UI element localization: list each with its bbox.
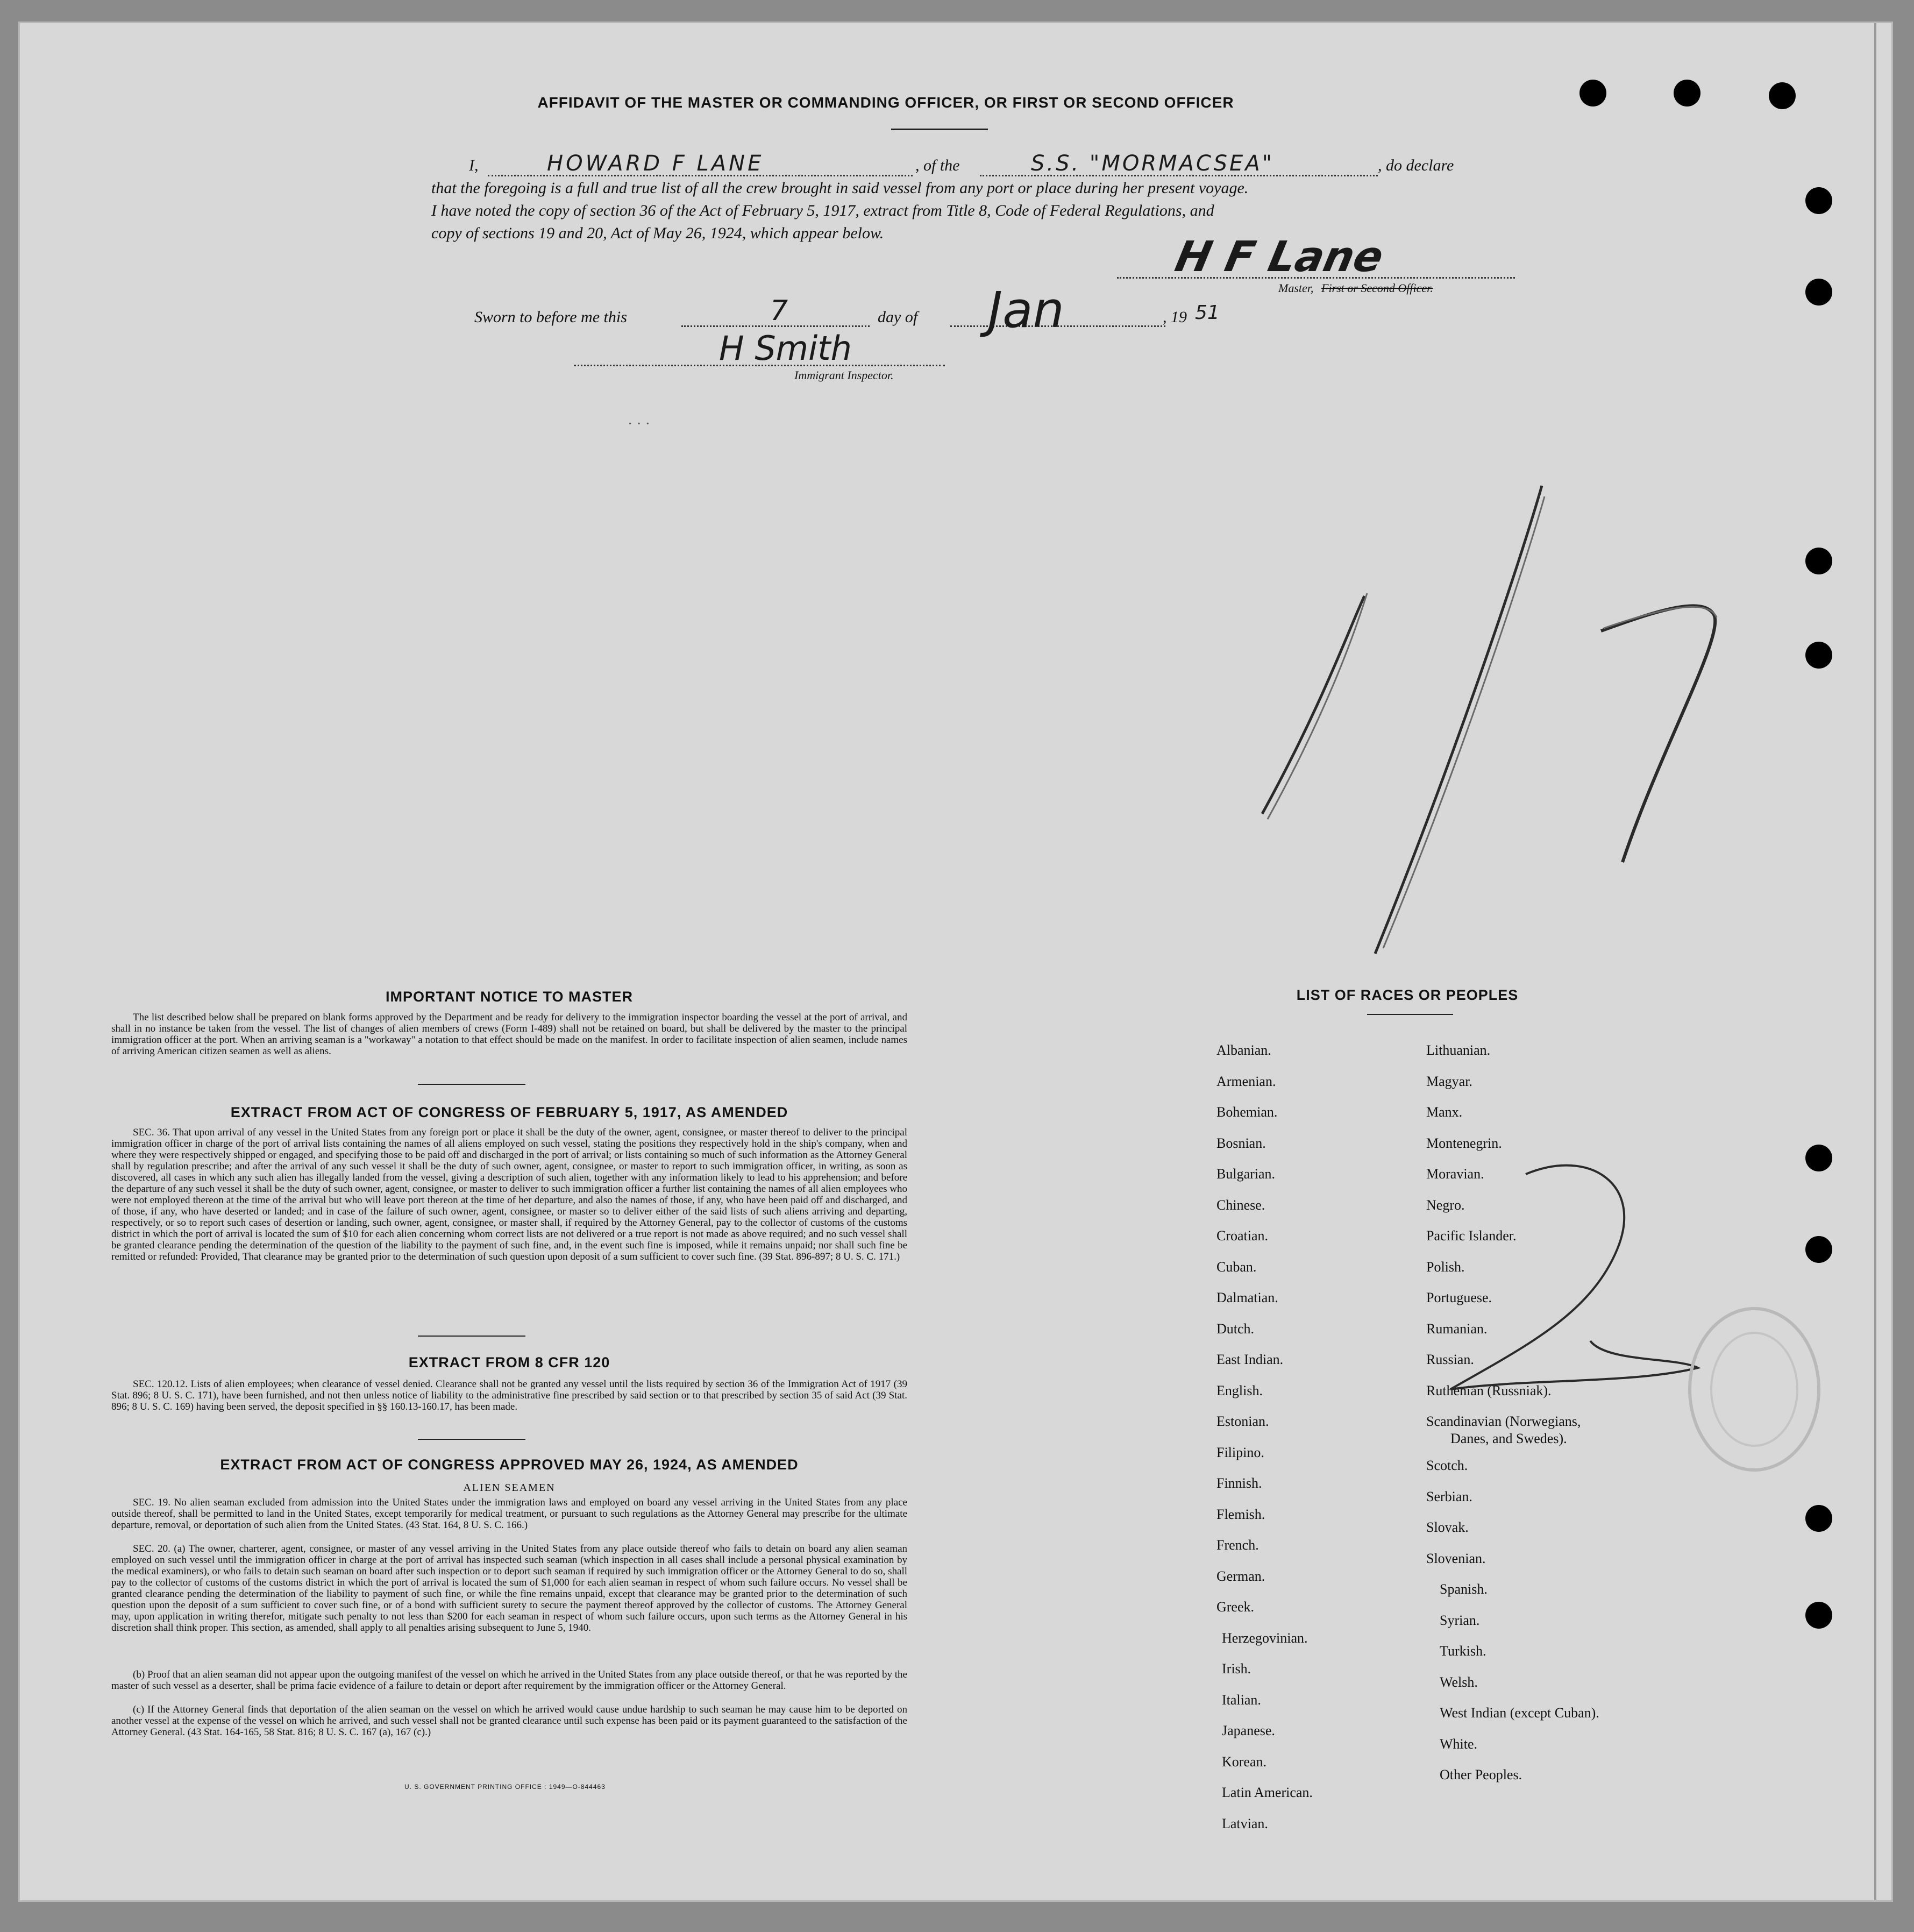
binder-hole (1674, 80, 1700, 106)
race-item: Scandinavian (Norwegians, (1426, 1414, 1581, 1429)
binder-hole (1805, 1145, 1832, 1171)
race-item: Finnish. (1216, 1475, 1262, 1491)
race-item: Irish. (1222, 1661, 1251, 1677)
race-item: Slovenian. (1426, 1550, 1486, 1566)
race-item: Serbian. (1426, 1488, 1472, 1504)
race-item: Estonian. (1216, 1414, 1269, 1429)
stray-dots: · · · (628, 416, 650, 432)
race-item: Other Peoples. (1440, 1767, 1522, 1782)
race-item: Rumanian. (1426, 1320, 1488, 1337)
race-item: Ruthenian (Russniak). (1426, 1382, 1552, 1398)
race-item: Flemish. (1216, 1506, 1265, 1522)
race-item: Armenian. (1216, 1073, 1276, 1089)
faint-stamp (1674, 1298, 1824, 1481)
extract-8cfr-title: EXTRACT FROM 8 CFR 120 (408, 1354, 610, 1370)
race-item: Negro. (1426, 1197, 1465, 1213)
race-item: White. (1440, 1736, 1478, 1752)
year-prefix: , 19 (1163, 308, 1187, 326)
master-name: HOWARD F LANE (547, 151, 764, 176)
extract-1917-title: EXTRACT FROM ACT OF CONGRESS OF FEBRUARY 5, 1917, AS AMENDED (230, 1104, 788, 1120)
race-item: Slovak. (1426, 1519, 1469, 1535)
binder-hole (1805, 548, 1832, 574)
race-item: Pacific Islander. (1426, 1228, 1517, 1244)
race-item: Moravian. (1426, 1166, 1484, 1182)
race-item: Manx. (1426, 1104, 1463, 1120)
extract-1924-sec19: SEC. 19. No alien seaman excluded from admission into the United States under the immigration laws and employed on board any vessel arriving in the United States from any place outside thereof, shall be permitted to land in the United States, except temporarily for medical treatment, or pursuant to such regulations as the Attorney General may prescribe for the ultimate departure, removal, or deportation of such alien from the United States. (43 Stat. 164, 8 U. S. C. 166.) (111, 1497, 907, 1531)
race-item: Herzegovinian. (1222, 1630, 1308, 1646)
notice-rule (418, 1084, 525, 1085)
race-item: Lithuanian. (1426, 1042, 1491, 1058)
handwritten-mark-1-7 (1230, 453, 1741, 964)
race-item: Bohemian. (1216, 1104, 1278, 1120)
sworn-month: Jan (988, 281, 1064, 339)
race-item: Latvian. (1222, 1815, 1268, 1831)
binder-hole (1805, 1505, 1832, 1532)
affidavit-line2: that the foregoing is a full and true list of all the crew brought in said vessel from any port or place during her present voyage. (431, 179, 1249, 197)
binder-hole (1805, 642, 1832, 669)
race-item: Bulgarian. (1216, 1166, 1276, 1182)
race-item: Filipino. (1216, 1444, 1264, 1460)
sworn-day: 7 (770, 295, 788, 327)
race-item: Bosnian. (1216, 1135, 1266, 1151)
race-item: Scotch. (1426, 1458, 1468, 1473)
master-signature: H F Lane (1171, 233, 1388, 281)
binder-hole (1805, 279, 1832, 306)
struck-officer-label: First or Second Officer. (1321, 281, 1433, 295)
race-item: German. (1216, 1568, 1265, 1584)
sworn-prefix: Sworn to before me this (474, 308, 627, 326)
race-item: English. (1216, 1382, 1263, 1398)
affidavit-line3: I have noted the copy of section 36 of the Act of February 5, 1917, extract from Title 8, Code of Federal Regulations, and (431, 202, 1214, 219)
race-item: Danes, and Swedes). (1450, 1431, 1567, 1446)
race-item: Italian. (1222, 1692, 1261, 1708)
master-label: Master, (1278, 281, 1314, 295)
notice-title: IMPORTANT NOTICE TO MASTER (386, 989, 633, 1005)
scan-edge (1874, 23, 1876, 1900)
extract-8cfr-text: SEC. 120.12. Lists of alien employees; when clearance of vessel denied. Clearance shall not be granted any vessel until the lists required by section 36 of the Immigration Act of 1917 (39 Stat. 896; 8 U. S. C. 171), have been furnished, and not then unless notice of liability to the administrative fine prescribed by said section or to that prescribed by section 35 of said Act (39 Stat. 896; 8 U. S. C. 169) having been served, the deposit specified in §§ 160.13-160.17, has been made. (111, 1379, 907, 1412)
printing-office-footer: U. S. GOVERNMENT PRINTING OFFICE : 1949—O-844463 (404, 1783, 606, 1791)
race-item: West Indian (except Cuban). (1440, 1705, 1599, 1721)
race-item: Spanish. (1440, 1581, 1488, 1597)
binder-hole (1579, 80, 1606, 106)
races-rule (1367, 1014, 1453, 1015)
notice-text: The list described below shall be prepared on blank forms approved by the Department and be ready for delivery to the immigration inspector boarding the vessel at the port of arrival, and shall in no instance be taken from the vessel. The list of changes of alien members of crews (Form I-489) shall not be retained on board, but shall be delivered by the master to the principal immigration officer at the port. When an arriving seaman is a "workaway" a notation to that effect should be made on the manifest. In order to facilitate inspection of alien seamen, include names of arriving American citizen seamen as well as aliens. (111, 1012, 907, 1057)
race-item: Croatian. (1216, 1228, 1269, 1244)
affidavit-line4: copy of sections 19 and 20, Act of May 26, 1924, which appear below. (431, 224, 884, 242)
race-item: Cuban. (1216, 1259, 1257, 1275)
vessel-name: S.S. "MORMACSEA" (1031, 151, 1275, 176)
race-item: Russian. (1426, 1352, 1474, 1367)
day-of-label: day of (878, 308, 918, 326)
race-item: East Indian. (1216, 1352, 1284, 1367)
form-page (18, 22, 1893, 1902)
binder-hole (1805, 1236, 1832, 1263)
race-item: Welsh. (1440, 1674, 1478, 1690)
race-item: French. (1216, 1537, 1259, 1553)
year-suffix: 51 (1195, 302, 1220, 324)
race-item: Polish. (1426, 1259, 1465, 1275)
race-item: Dalmatian. (1216, 1290, 1278, 1305)
extract-1917-text: SEC. 36. That upon arrival of any vessel in the United States from any foreign port or place it shall be the duty of the owner, agent, consignee, or master thereof to deliver to the principal immigration officer in charge of the port of arrival lists containing the names of all aliens employed on such vessel, stating the positions they respectively hold in the ship's company, when and where they were respectively shipped or engaged, and specifying those to be paid off and discharged in the port of arrival; or lists containing so much of such information as the Attorney General shall by regulation prescribe; and after the arrival of any such vessel it shall be the duty of such owner, agent, consignee, or master to report to such immigration officer, in writing, as soon as discovered, all cases in which any such alien has illegally landed from the vessel, giving a description of such alien, together with any information likely to lead to his apprehension; and before the departure of any such vessel it shall be the duty of such owner, agent, consignee, or master to deliver to such immigration officer a further list containing the names of all alien employees who were not employed thereon at the time of the arrival but who will leave port thereon at the time of her departure, and also the names of those, if any, who have been paid off and discharged, and of those, if any, who have deserted or landed; and in case of the failure of such owner, agent, consignee, or master so to deliver either of the said lists of such aliens arriving and departing, respectively, or so to report such cases of desertion or landing, such owner, agent, consignee, or master shall, if required by the Attorney General, pay to the collector of customs of the customs district in which the port of arrival is located the sum of $10 for each alien concerning whom correct lists are not delivered or a true report is not made as above required; and no such vessel shall be granted clearance pending the determination of the question of the liability to the payment of such fine, and, in the event such fine is imposed, while it remains unpaid; nor shall such fine be remitted or refunded: Provided, That clearance may be granted prior to the determination of such question upon deposit of a sum sufficient to cover such fine. (39 Stat. 896-897; 8 U. S. C. 171.) (111, 1127, 907, 1262)
race-item: Japanese. (1222, 1723, 1275, 1738)
binder-hole (1805, 187, 1832, 214)
race-item: Dutch. (1216, 1320, 1255, 1337)
extract-1917-rule (418, 1336, 525, 1337)
inspector-signature: H Smith (719, 329, 852, 368)
extract-1924-subtitle: ALIEN SEAMEN (463, 1482, 556, 1494)
declare-label: , do declare (1378, 157, 1454, 174)
title-rule (891, 129, 988, 130)
races-title: LIST OF RACES OR PEOPLES (1296, 987, 1519, 1003)
race-item: Magyar. (1426, 1073, 1472, 1089)
extract-1924-sec20b: (b) Proof that an alien seaman did not appear upon the outgoing manifest of the vessel on which he arrived in the United States from any place outside thereof, or that he was reported by the master of such vessel as a deserter, shall be prima facie evidence of a failure to detain or deport after requirement by the immigration officer or the Attorney General. (111, 1669, 907, 1692)
race-item: Syrian. (1440, 1612, 1480, 1628)
race-item: Korean. (1222, 1753, 1267, 1770)
race-item: Albanian. (1216, 1042, 1271, 1058)
race-item: Greek. (1216, 1599, 1255, 1615)
race-item: Portuguese. (1426, 1290, 1492, 1305)
affidavit-i: I, (469, 157, 479, 174)
extract-1924-sec20a: SEC. 20. (a) The owner, charterer, agent, consignee, or master of any vessel arriving in the United States from any place outside thereof who fails to detain on board any alien seaman employed on such vessel until the immigration officer in charge at the port of arrival has inspected such seaman (which inspection in all cases shall include a personal physical examination by the medical examiners), or who fails to detain such seaman on board after such inspection or to deport such seaman if required by such immigration officer or the Attorney General to do so, shall pay to the collector of customs of the customs district in which the port of arrival is located the sum of $1,000 for each alien seaman in respect of whom such failure occurs. No vessel shall be granted clearance pending the determination of the liability to payment of such fine, or while the fine remains unpaid, except that clearance may be granted prior to the determination of such question upon the deposit of a sum sufficient to cover such fine, or of a bond with sufficient surety to secure the payment thereof approved by the collector of customs. The Attorney General may, upon application in writing therefor, mitigate such penalty to not less than $200 for each seaman in respect of whom such failure occurs, upon such terms as the Attorney General in his discretion shall think proper. This section, as amended, shall apply to all penalties arising subsequent to June 5, 1940. (111, 1543, 907, 1633)
race-item: Latin American. (1222, 1785, 1313, 1800)
race-item: Montenegrin. (1426, 1135, 1502, 1151)
inspector-label: Immigrant Inspector. (794, 368, 894, 382)
binder-hole (1805, 1602, 1832, 1629)
extract-1924-sec20c: (c) If the Attorney General finds that deportation of the alien seaman on the vessel on which he arrived would cause undue hardship to such seaman he may cause him to be deported on another vessel at the expense of the vessel on which he arrived, and such vessel shall not be granted clearance until such expense has been paid or its payment guaranteed to the satisfaction of the Attorney General. (43 Stat. 164-165, 58 Stat. 816; 8 U. S. C. 167 (a), 167 (c).) (111, 1704, 907, 1738)
race-item: Turkish. (1440, 1643, 1486, 1659)
race-item: Chinese. (1216, 1197, 1265, 1213)
affidavit-title: AFFIDAVIT OF THE MASTER OR COMMANDING OFFICER, OR FIRST OR SECOND OFFICER (537, 94, 1234, 111)
extract-8cfr-rule (418, 1439, 525, 1440)
of-the-label: , of the (915, 157, 960, 174)
binder-hole (1769, 82, 1796, 109)
extract-1924-title: EXTRACT FROM ACT OF CONGRESS APPROVED MAY 26, 1924, AS AMENDED (220, 1457, 799, 1473)
